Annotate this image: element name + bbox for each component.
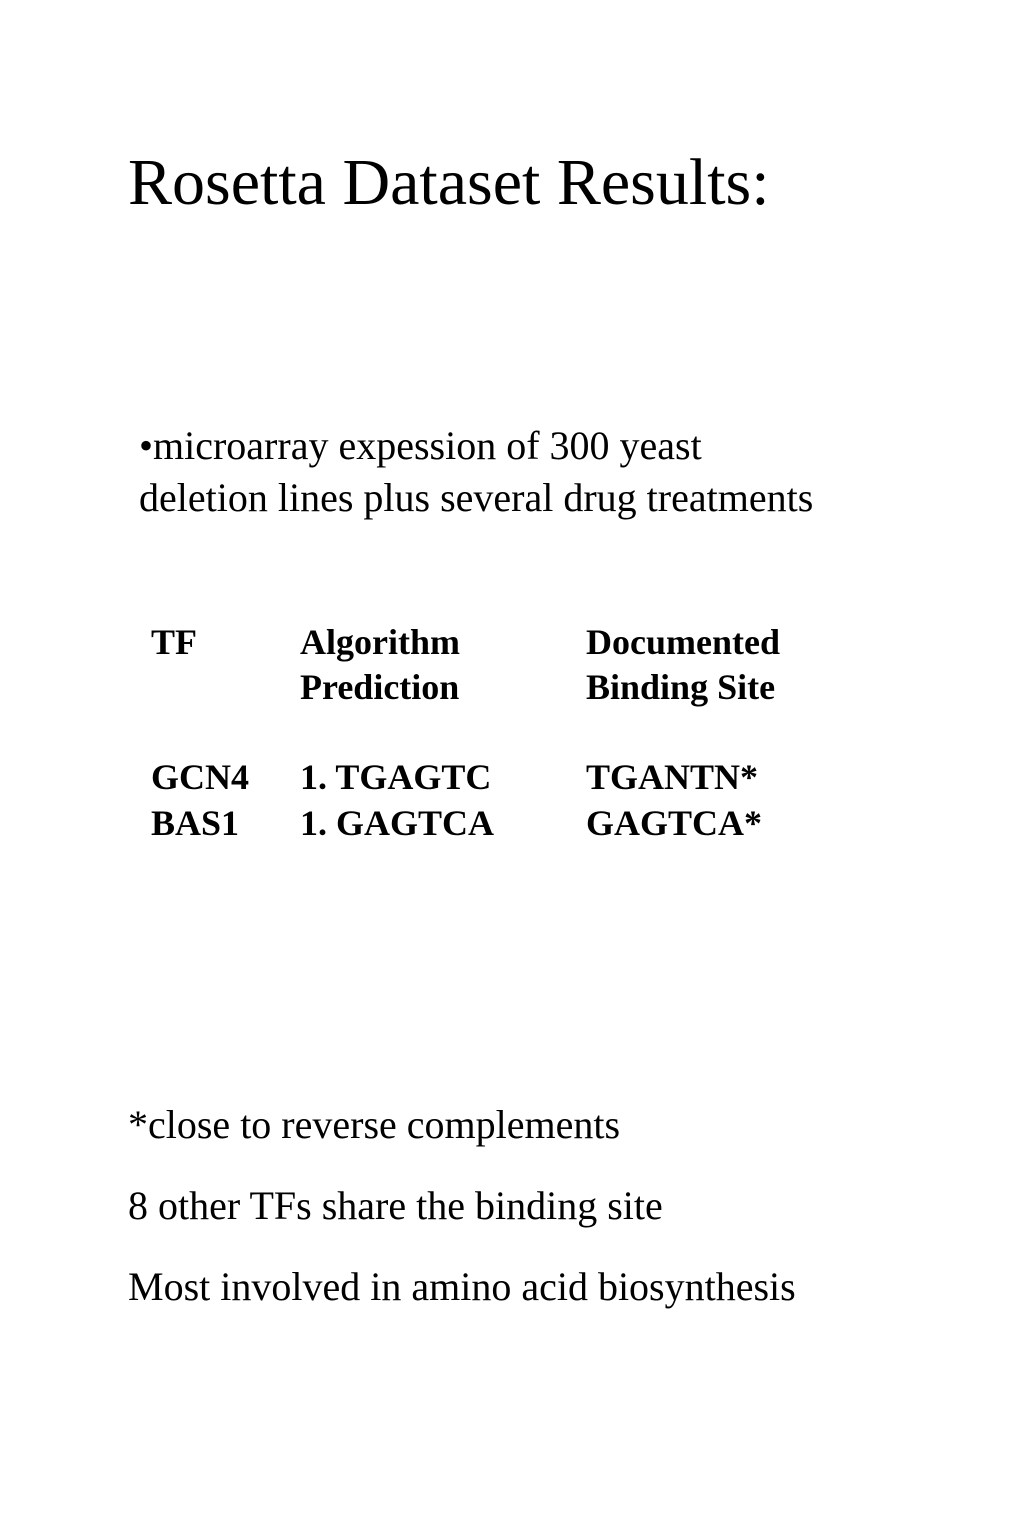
header-prediction-line-1: Algorithm (300, 622, 460, 662)
cell-prediction: 1. GAGTCA (300, 803, 495, 843)
header-site-line-1: Documented (586, 622, 780, 662)
bullet-line-2: deletion lines plus several drug treatments (139, 475, 814, 520)
cell-tf: GCN4 (151, 757, 249, 797)
note-amino-acid-biosynthesis: Most involved in amino acid biosynthesis (128, 1264, 796, 1309)
header-site-line-2: Binding Site (586, 667, 776, 707)
tf-table (151, 620, 846, 847)
bullet-line-1: •microarray expession of 300 yeast (139, 423, 702, 468)
cell-tf: BAS1 (151, 803, 240, 843)
header-prediction-line-2: Prediction (300, 667, 460, 707)
header-prediction (300, 620, 586, 710)
header-binding-site (586, 620, 846, 710)
note-reverse-complements: *close to reverse complements (128, 1102, 621, 1147)
bullet-text (139, 420, 813, 524)
table-row (151, 755, 846, 801)
cell-binding-site: GAGTCA* (586, 803, 763, 843)
header-tf: TF (151, 622, 198, 662)
table-header-row (151, 620, 846, 755)
cell-prediction: 1. TGAGTC (300, 757, 492, 797)
table-row (151, 801, 846, 847)
notes (128, 1098, 796, 1341)
slide-title: Rosetta Dataset Results: (128, 146, 770, 219)
note-shared-binding-site: 8 other TFs share the binding site (128, 1183, 663, 1228)
cell-binding-site: TGANTN* (586, 757, 759, 797)
